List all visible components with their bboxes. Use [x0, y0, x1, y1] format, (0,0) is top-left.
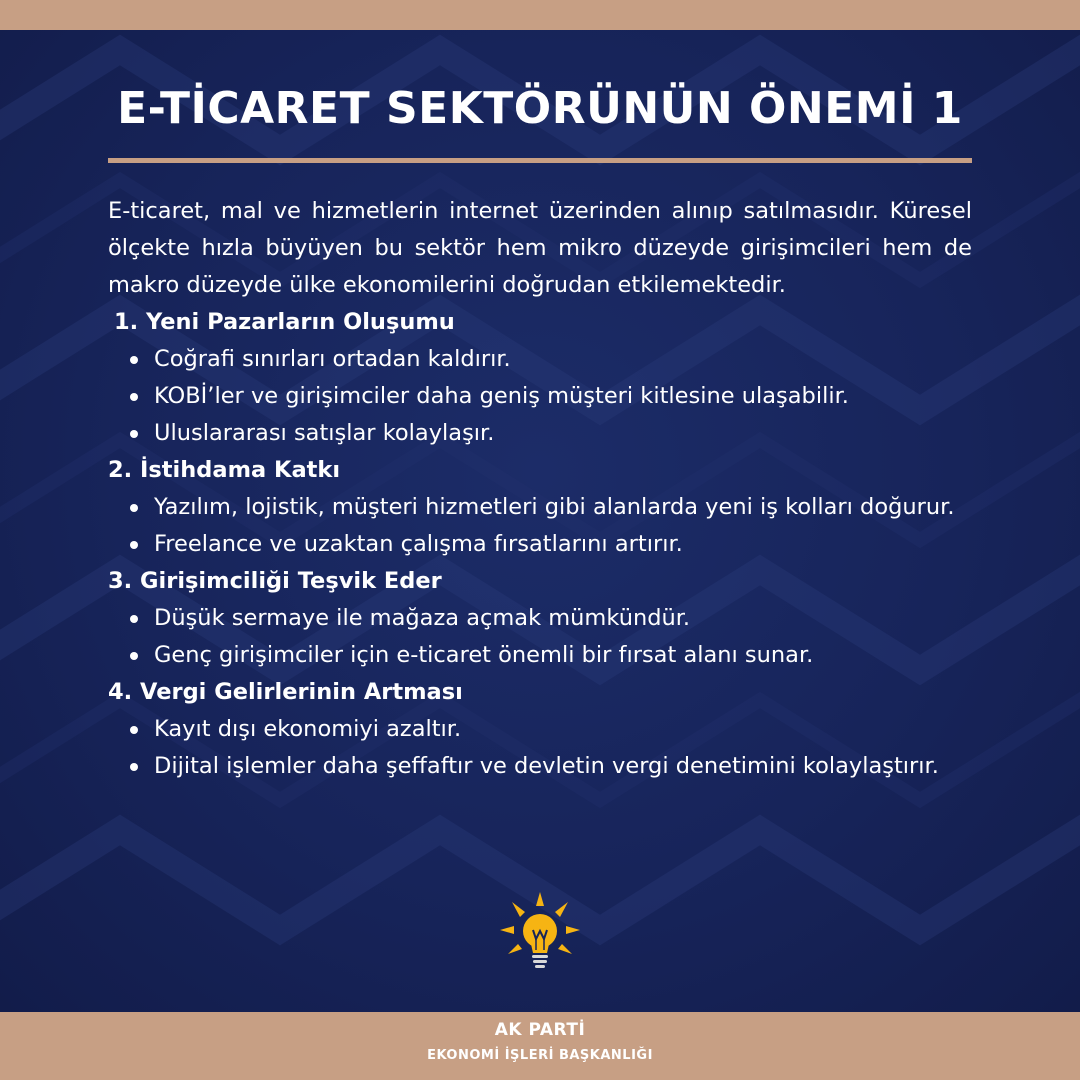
bullet-list-employment: [108, 489, 972, 563]
footer-band: [0, 1012, 1080, 1080]
bullet-dot-icon: [130, 356, 138, 364]
list-item: KOBİ’ler ve girişimciler daha geniş müşteri kitlesine ulaşabilir.: [108, 378, 972, 415]
bullet-list-entrepreneurship: [108, 600, 972, 674]
section-title-entrepreneurship: 3. Girişimciliği Teşvik Eder: [108, 568, 442, 594]
organization-name: AK PARTİ: [494, 1020, 586, 1040]
bullet-dot-icon: [130, 504, 138, 512]
list-item: Genç girişimciler için e-ticaret önemli bir fırsat alanı sunar.: [108, 637, 972, 674]
page-title: E-TİCARET SEKTÖRÜNÜN ÖNEMİ 1: [117, 83, 963, 134]
list-item: Coğrafi sınırları ortadan kaldırır.: [108, 341, 972, 378]
intro-paragraph: E-ticaret, mal ve hizmetlerin internet üzerinden alınıp satılmasıdır. Küresel ölçekte hızla büyüyen bu sektör hem mikro düzeyde girişimcileri hem de makro düzeyde ülke ekonomilerini doğrudan etkilemektedir.: [108, 198, 972, 298]
bullet-dot-icon: [130, 541, 138, 549]
bullet-dot-icon: [130, 615, 138, 623]
light-bulb-logo-icon: [500, 892, 580, 974]
section-title-employment: 2. İstihdama Katkı: [108, 457, 341, 483]
list-item: Uluslararası satışlar kolaylaşır.: [108, 415, 972, 452]
article-body: [108, 193, 972, 785]
list-item: Düşük sermaye ile mağaza açmak mümkündür.: [108, 600, 972, 637]
section-title-tax-revenue: 4. Vergi Gelirlerinin Artması: [108, 679, 463, 705]
bullet-dot-icon: [130, 393, 138, 401]
department-name: EKONOMİ İŞLERİ BAŞKANLIĞI: [427, 1048, 653, 1063]
bullet-dot-icon: [130, 763, 138, 771]
bullet-list-new-markets: [108, 341, 972, 452]
section-title-new-markets: 1. Yeni Pazarların Oluşumu: [114, 309, 455, 335]
list-item: Freelance ve uzaktan çalışma fırsatlarını artırır.: [108, 526, 972, 563]
bullet-list-tax-revenue: [108, 711, 972, 785]
title-divider: [108, 158, 972, 163]
bullet-dot-icon: [130, 652, 138, 660]
bullet-dot-icon: [130, 430, 138, 438]
content-panel: [0, 30, 1080, 1012]
list-item: Dijital işlemler daha şeffaftır ve devletin vergi denetimini kolaylaştırır.: [108, 748, 972, 785]
list-item: Kayıt dışı ekonomiyi azaltır.: [108, 711, 972, 748]
bullet-dot-icon: [130, 726, 138, 734]
top-accent-band: [0, 0, 1080, 30]
list-item: Yazılım, lojistik, müşteri hizmetleri gibi alanlarda yeni iş kolları doğurur.: [108, 489, 972, 526]
